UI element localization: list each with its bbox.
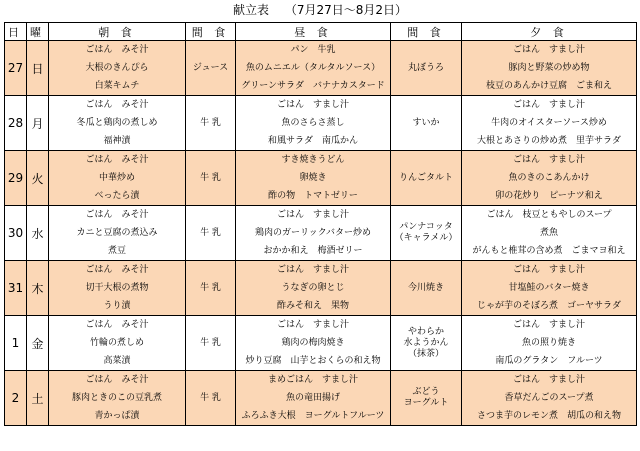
lunch-cell xyxy=(236,261,391,316)
morning-snack-cell xyxy=(186,206,236,261)
table-row xyxy=(5,151,637,206)
weekday-cell: 月 xyxy=(27,96,49,151)
dinner-cell-item: ごはん すまし汁 xyxy=(512,100,585,110)
afternoon-snack-cell-item: やわらか xyxy=(407,326,444,337)
table-row xyxy=(5,96,637,151)
dinner-cell xyxy=(462,151,637,206)
col-header-lunch: 昼 食 xyxy=(236,23,391,41)
dinner-cell-item: ごはん すまし汁 xyxy=(512,265,585,275)
col-header-snack2: 間 食 xyxy=(391,23,462,41)
table-row xyxy=(5,206,637,261)
dinner-cell xyxy=(462,371,637,426)
lunch-cell-item: ごはん すまし汁 xyxy=(276,320,349,330)
date-cell: 1 xyxy=(5,316,27,371)
morning-snack-cell-item: 牛 乳 xyxy=(200,392,221,403)
lunch-cell-item: ふろふき大根 ヨーグルトフルーツ xyxy=(241,411,385,421)
lunch-cell xyxy=(236,371,391,426)
dinner-cell-item: さつま芋のレモン煮 胡瓜の和え物 xyxy=(476,411,621,421)
lunch-cell xyxy=(236,206,391,261)
breakfast-cell-item: 中華炒め xyxy=(98,173,135,183)
afternoon-snack-cell xyxy=(391,261,462,316)
lunch-cell-item: 酢みそ和え 果物 xyxy=(276,301,349,311)
lunch-cell-item: 和風サラダ 南瓜かん xyxy=(268,136,358,146)
breakfast-cell-item: ごはん みそ汁 xyxy=(85,100,149,110)
dinner-cell xyxy=(462,316,637,371)
col-header-breakfast: 朝 食 xyxy=(49,23,186,41)
breakfast-cell-item: ごはん みそ汁 xyxy=(85,45,149,55)
morning-snack-cell-item: 牛 乳 xyxy=(200,172,221,183)
dinner-cell xyxy=(462,261,637,316)
dinner-cell-item: 南瓜のグラタン フルーツ xyxy=(495,356,603,366)
date-cell: 27 xyxy=(5,41,27,96)
dinner-cell-item: じゃが芋のそぼろ煮 ゴーヤサラダ xyxy=(477,301,621,311)
lunch-cell-item: うなぎの卵とじ xyxy=(281,283,345,293)
breakfast-cell-item: べったら漬 xyxy=(94,191,140,201)
weekday-cell: 火 xyxy=(27,151,49,206)
lunch-cell-item: 酢の物 トマトゼリー xyxy=(268,191,358,201)
morning-snack-cell-item: 牛 乳 xyxy=(200,337,221,348)
lunch-cell-item: 卵焼き xyxy=(299,173,327,183)
header-row xyxy=(5,23,637,41)
breakfast-cell xyxy=(49,151,186,206)
lunch-cell-item: 鶏肉の梅肉焼き xyxy=(281,338,345,348)
lunch-cell xyxy=(236,96,391,151)
dinner-cell-item: 卯の花炒り ピーナツ和え xyxy=(495,191,603,201)
title-period: （7月27日～8月2日） xyxy=(284,3,408,17)
afternoon-snack-cell-item: 水ようかん xyxy=(403,337,449,348)
weekday-cell: 土 xyxy=(27,371,49,426)
menu-body xyxy=(5,41,637,426)
dinner-cell-item: 香草だんごのスープ煮 xyxy=(504,393,594,403)
dinner-cell-item: ごはん すまし汁 xyxy=(512,375,585,385)
dinner-cell-item: がんもと椎茸の含め煮 ごまマヨ和え xyxy=(472,246,626,256)
dinner-cell xyxy=(462,206,637,261)
weekday-cell: 日 xyxy=(27,41,49,96)
afternoon-snack-cell xyxy=(391,206,462,261)
breakfast-cell-item: ごはん みそ汁 xyxy=(85,265,149,275)
lunch-cell-item: おかか和え 梅酒ゼリー xyxy=(263,246,363,256)
afternoon-snack-cell-item: すいか xyxy=(412,117,440,128)
dinner-cell-item: 枝豆のあんかけ豆腐 ごま和え xyxy=(485,81,612,91)
dinner-cell xyxy=(462,41,637,96)
lunch-cell xyxy=(236,316,391,371)
weekday-cell: 金 xyxy=(27,316,49,371)
lunch-cell-item: ごはん すまし汁 xyxy=(276,265,349,275)
breakfast-cell xyxy=(49,206,186,261)
breakfast-cell-item: 福神漬 xyxy=(103,136,131,146)
lunch-cell-item: すき焼きうどん xyxy=(281,155,345,165)
morning-snack-cell xyxy=(186,371,236,426)
dinner-cell-item: 煮魚 xyxy=(539,228,558,238)
table-row xyxy=(5,261,637,316)
dinner-cell-item: 大根とあさりの炒め煮 里芋サラダ xyxy=(477,136,621,146)
breakfast-cell-item: 青かっぱ漬 xyxy=(94,411,140,421)
dinner-cell-item: 魚の照り焼き xyxy=(521,338,576,348)
date-cell: 28 xyxy=(5,96,27,151)
dinner-cell-item: 甘塩鮭のバター焼き xyxy=(508,283,590,293)
breakfast-cell-item: 高菜漬 xyxy=(103,356,131,366)
morning-snack-cell-item: 牛 乳 xyxy=(200,227,221,238)
afternoon-snack-cell-item: ぶどう xyxy=(412,387,440,397)
breakfast-cell xyxy=(49,41,186,96)
table-row xyxy=(5,316,637,371)
breakfast-cell xyxy=(49,96,186,151)
breakfast-cell-item: ごはん みそ汁 xyxy=(85,375,149,385)
afternoon-snack-cell-item: （キャラメル） xyxy=(394,233,458,243)
breakfast-cell-item: 豚肉ときのこの豆乳煮 xyxy=(71,393,162,403)
breakfast-cell xyxy=(49,371,186,426)
breakfast-cell-item: ごはん みそ汁 xyxy=(85,320,149,330)
col-header-dinner: 夕 食 xyxy=(462,23,637,41)
date-cell: 2 xyxy=(5,371,27,426)
lunch-cell-item: 炒り豆腐 山芋とおくらの和え物 xyxy=(245,356,381,366)
afternoon-snack-cell xyxy=(391,96,462,151)
breakfast-cell xyxy=(49,261,186,316)
morning-snack-cell xyxy=(186,96,236,151)
afternoon-snack-cell-item: 丸ぼうろ xyxy=(407,62,444,73)
lunch-cell-item: ごはん すまし汁 xyxy=(276,100,349,110)
breakfast-cell-item: ごはん みそ汁 xyxy=(85,210,149,220)
lunch-cell-item: グリーンサラダ バナナカスタード xyxy=(241,81,385,91)
lunch-cell-item: 鶏肉のガーリックバター炒め xyxy=(254,228,372,238)
breakfast-cell-item: 冬瓜と鶏肉の煮しめ xyxy=(76,118,158,128)
dinner-cell-item: 魚のきのこあんかけ xyxy=(508,173,590,183)
col-header-snack1: 間 食 xyxy=(186,23,236,41)
table-row xyxy=(5,371,637,426)
lunch-cell-item: 魚の竜田揚げ xyxy=(285,393,340,403)
lunch-cell-item: パン 牛乳 xyxy=(290,45,336,55)
breakfast-cell xyxy=(49,316,186,371)
breakfast-cell-item: 煮豆 xyxy=(107,246,126,256)
afternoon-snack-cell xyxy=(391,151,462,206)
weekday-cell: 木 xyxy=(27,261,49,316)
morning-snack-cell-item: ジュース xyxy=(192,62,229,73)
breakfast-cell-item: ごはん みそ汁 xyxy=(85,155,149,165)
date-cell: 30 xyxy=(5,206,27,261)
dinner-cell-item: ごはん すまし汁 xyxy=(512,45,585,55)
lunch-cell xyxy=(236,151,391,206)
date-cell: 31 xyxy=(5,261,27,316)
afternoon-snack-cell xyxy=(391,371,462,426)
afternoon-snack-cell-item: 今川焼き xyxy=(407,282,444,293)
lunch-cell-item: まめごはん すまし汁 xyxy=(267,375,358,385)
dinner-cell-item: ごはん すまし汁 xyxy=(512,155,585,165)
lunch-cell xyxy=(236,41,391,96)
afternoon-snack-cell xyxy=(391,41,462,96)
lunch-cell-item: 魚のムニエル（タルタルソース） xyxy=(245,63,381,73)
breakfast-cell-item: 白菜キムチ xyxy=(94,81,140,91)
dinner-cell xyxy=(462,96,637,151)
morning-snack-cell-item: 牛 乳 xyxy=(200,117,221,128)
afternoon-snack-cell xyxy=(391,316,462,371)
col-header-date: 日 xyxy=(5,23,27,41)
col-header-dow: 曜 xyxy=(27,23,49,41)
breakfast-cell-item: カニと豆腐の煮込み xyxy=(76,228,158,238)
dinner-cell-item: 牛肉のオイスターソース炒め xyxy=(491,118,607,128)
breakfast-cell-item: うり漬 xyxy=(103,301,131,311)
page-title xyxy=(0,0,640,22)
breakfast-cell-item: 竹輪の煮しめ xyxy=(89,338,144,348)
afternoon-snack-cell-item: （抹茶） xyxy=(407,348,444,359)
afternoon-snack-cell-item: ヨーグルト xyxy=(403,398,449,408)
afternoon-snack-cell-item: パンナコッタ xyxy=(399,222,453,232)
date-cell: 29 xyxy=(5,151,27,206)
morning-snack-cell xyxy=(186,316,236,371)
morning-snack-cell xyxy=(186,151,236,206)
afternoon-snack-cell-item: りんごタルト xyxy=(398,172,453,183)
morning-snack-cell xyxy=(186,41,236,96)
breakfast-cell-item: 切干大根の煮物 xyxy=(85,283,149,293)
table-row xyxy=(5,41,637,96)
lunch-cell-item: 魚のさらさ蒸し xyxy=(281,118,345,128)
dinner-cell-item: 豚肉と野菜の炒め物 xyxy=(508,63,590,73)
menu-table xyxy=(4,22,637,426)
dinner-cell-item: ごはん 枝豆ともやしのスープ xyxy=(486,210,612,220)
morning-snack-cell xyxy=(186,261,236,316)
morning-snack-cell-item: 牛 乳 xyxy=(200,282,221,293)
title-text: 献立表 xyxy=(232,3,269,17)
dinner-cell-item: ごはん すまし汁 xyxy=(512,320,585,330)
breakfast-cell-item: 大根のきんぴら xyxy=(85,63,149,73)
weekday-cell: 水 xyxy=(27,206,49,261)
lunch-cell-item: ごはん すまし汁 xyxy=(276,210,349,220)
